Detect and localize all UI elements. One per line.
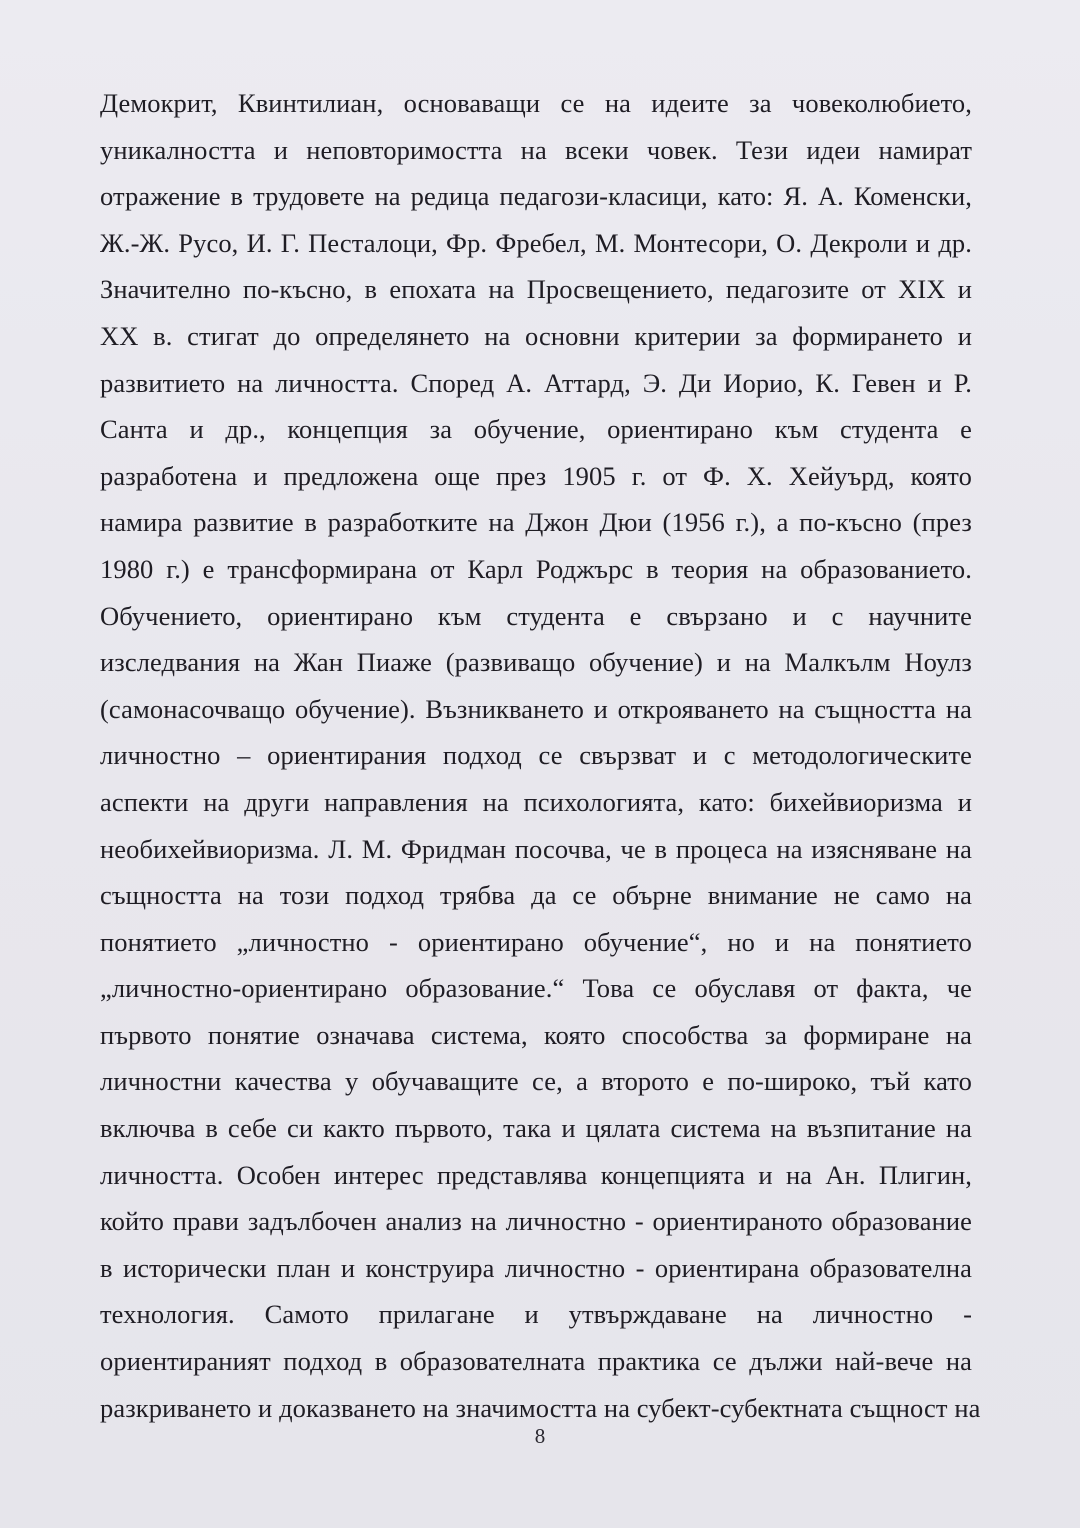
- text-line: развитието на личността. Според А. Аттард, Э. Ди Иорио, К. Гевен и Р.: [100, 367, 972, 398]
- text-line: 1980 г.) е трансформирана от Карл Роджърс в теория на образованието.: [100, 553, 972, 584]
- text-line: личността. Особен интерес представлява концепцията и на Ан. Плигин,: [100, 1159, 972, 1190]
- text-line: включва в себе си както първото, така и цялата система на възпитание на: [100, 1113, 972, 1144]
- text-line: който прави задълбочен анализ на личностно - ориентираното образование: [100, 1206, 972, 1237]
- text-line: уникалността и неповторимостта на всеки човек. Тези идеи намират: [100, 134, 972, 165]
- text-line: Санта и др., концепция за обучение, ориентирано към студента е: [100, 414, 972, 445]
- text-line: личностни качества у обучаващите се, а второто е по-широко, тъй като: [100, 1066, 972, 1097]
- text-line: ориентираният подход в образователната практика се дължи най-вече на: [100, 1346, 972, 1377]
- body-text: [100, 82, 981, 1433]
- text-line: Значително по-късно, в епохата на Просвещението, педагозите от XIX и: [100, 274, 972, 305]
- page-number: 8: [534, 1424, 546, 1448]
- text-line: Ж.-Ж. Русо, И. Г. Песталоци, Фр. Фребел, М. Монтесори, О. Декроли и др.: [100, 227, 972, 258]
- text-line: намира развитие в разработките на Джон Дюи (1956 г.), а по-късно (през: [100, 507, 972, 538]
- text-line: необихейвиоризма. Л. М. Фридман посочва, че в процеса на изясняване на: [100, 833, 972, 864]
- text-line: разкриването и доказването на значимостта на субект-субектната същност на: [100, 1392, 981, 1423]
- text-line: Обучението, ориентирано към студента е свързано и с научните: [100, 600, 972, 631]
- text-line: личностно – ориентирания подход се свързват и с методологическите: [100, 740, 972, 771]
- text-line: в исторически план и конструира личностно - ориентирана образователна: [100, 1252, 972, 1283]
- text-line: аспекти на други направления на психологията, като: бихейвиоризма и: [100, 786, 972, 817]
- text-line: „личностно-ориентирано образование.“ Това се обуславя от факта, че: [100, 973, 972, 1004]
- text-line: (самонасочващо обучение). Възникването и открояването на същността на: [100, 693, 972, 724]
- text-line: Демокрит, Квинтилиан, основаващи се на идеите за човеколюбието,: [100, 88, 972, 118]
- text-line: първото понятие означава система, която способства за формиране на: [100, 1019, 972, 1050]
- text-line: разработена и предложена още през 1905 г. от Ф. Х. Хейуърд, която: [100, 460, 972, 491]
- text-line: отражение в трудовете на редица педагози-класици, като: Я. А. Коменски,: [100, 181, 972, 212]
- text-line: изследвания на Жан Пиаже (развиващо обучение) и на Малкълм Ноулз: [100, 647, 972, 678]
- text-line: технология. Самото прилагане и утвърждаване на личностно -: [100, 1299, 972, 1330]
- text-line: XX в. стигат до определянето на основни критерии за формирането и: [100, 320, 972, 351]
- text-line: понятието „личностно - ориентирано обучение“, но и на понятието: [100, 926, 972, 957]
- text-line: същността на този подход трябва да се обърне внимание не само на: [100, 880, 972, 911]
